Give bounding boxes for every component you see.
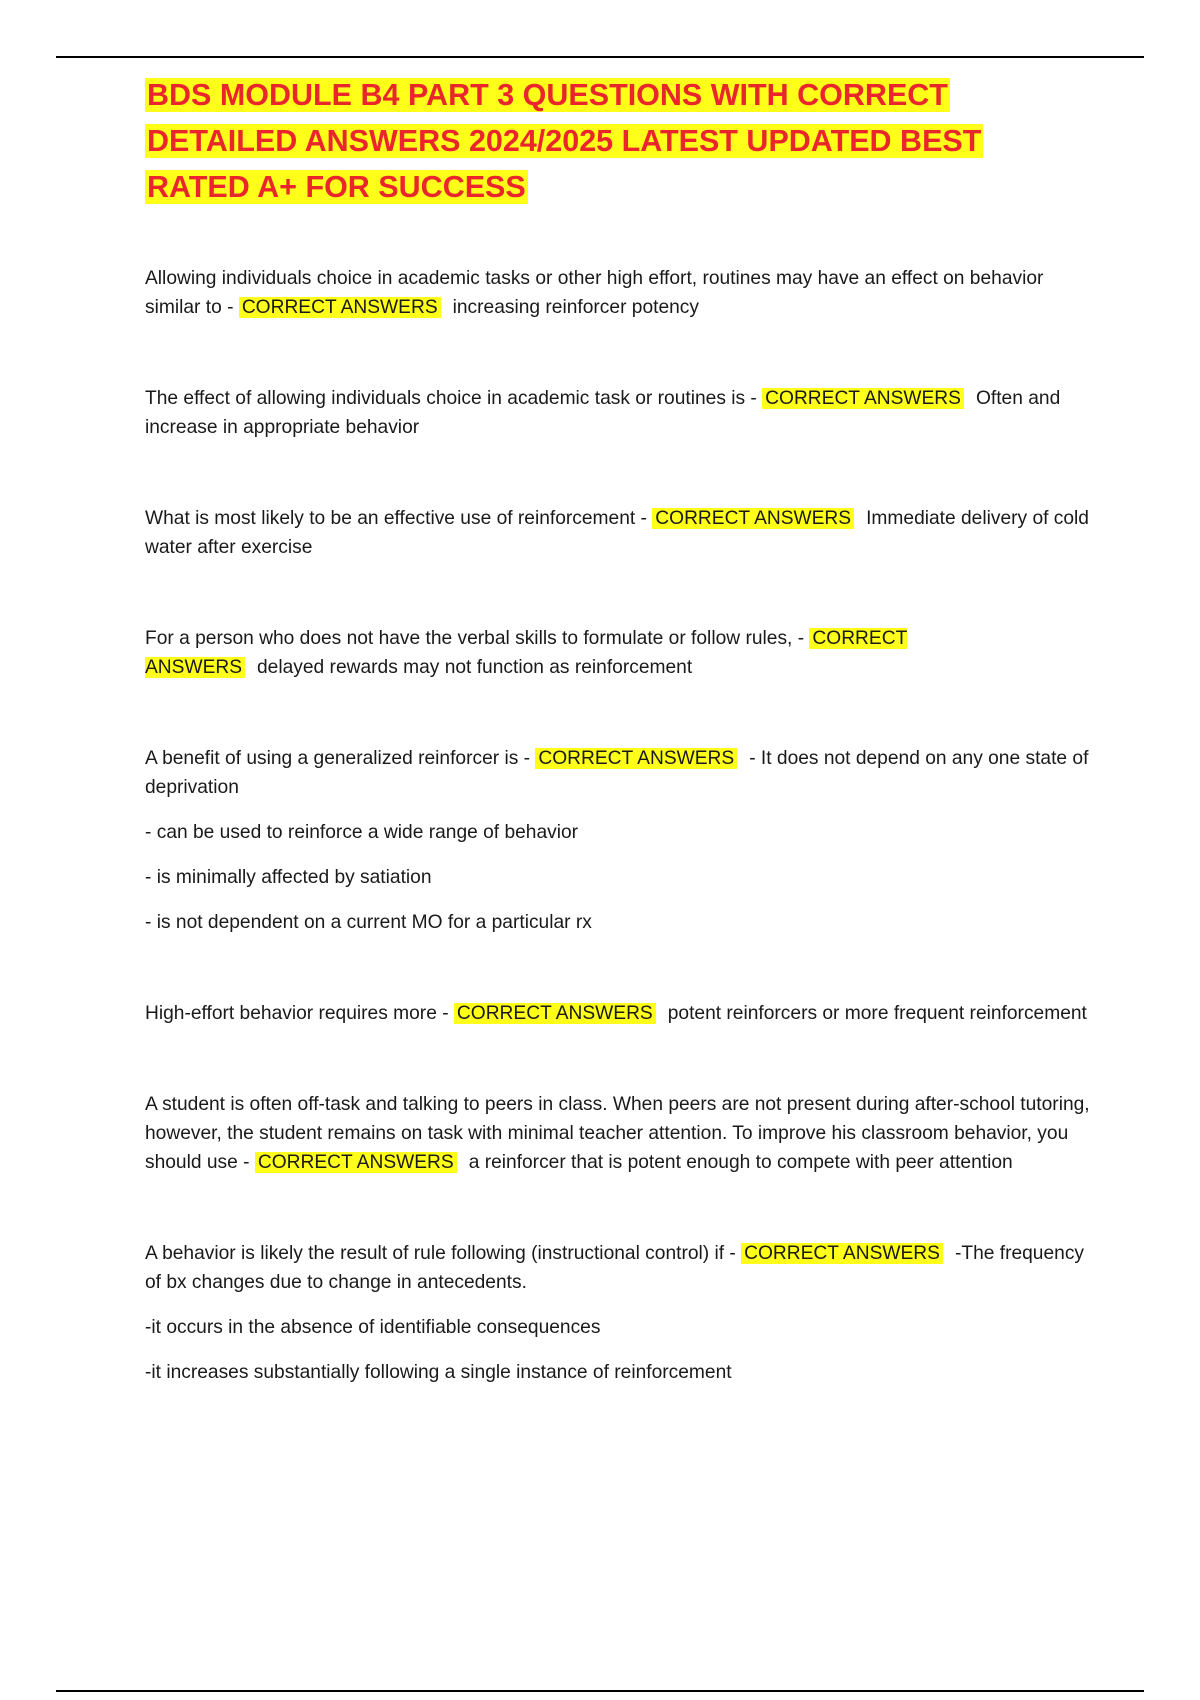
question-text: A student is often off-task and talking to peers in class. When peers are not present during after-school tutoring, however, the student remains on task with minimal teacher attention. To improve his classroom behavior, you should use -: [145, 1094, 1090, 1173]
qa-item-5: [145, 744, 1090, 937]
qa-text: [145, 999, 1090, 1028]
qa-text: [145, 624, 1090, 682]
document-body: [145, 72, 1090, 1449]
correct-answers-tag: CORRECT ANSWERS: [741, 1243, 943, 1264]
answer-line: - can be used to reinforce a wide range of behavior: [145, 822, 579, 843]
qa-text: [145, 1090, 1090, 1177]
top-rule: [56, 56, 1144, 58]
answer-text: Often and increase in appropriate behavior: [145, 388, 1061, 438]
answer-text: potent reinforcers or more frequent reinforcement: [667, 1003, 1087, 1024]
question-text: High-effort behavior requires more -: [145, 1003, 454, 1024]
answer-text: -The frequency of bx changes due to change in antecedents.: [145, 1243, 1085, 1293]
answer-line: -it increases substantially following a single instance of reinforcement: [145, 1362, 732, 1383]
answer-text: - It does not depend on any one state of deprivation: [145, 748, 1089, 798]
qa-item-8: [145, 1239, 1090, 1387]
correct-answers-tag: CORRECT ANSWERS: [535, 748, 737, 769]
answer-text: delayed rewards may not function as reinforcement: [257, 657, 693, 678]
correct-answers-tag: CORRECT ANSWERS: [762, 388, 964, 409]
question-text: Allowing individuals choice in academic tasks or other high effort, routines may have an effect on behavior similar to -: [145, 268, 1044, 318]
qa-item-3: [145, 504, 1090, 562]
answer-line: - is minimally affected by satiation: [145, 867, 432, 888]
question-text: A behavior is likely the result of rule following (instructional control) if -: [145, 1243, 742, 1264]
qa-text: [145, 1239, 1090, 1297]
correct-answers-tag: CORRECT ANSWERS: [652, 508, 854, 529]
qa-text: [145, 744, 1090, 802]
answer-line: - is not dependent on a current MO for a particular rx: [145, 912, 592, 933]
qa-item-4: [145, 624, 1090, 682]
answer-text: increasing reinforcer potency: [452, 297, 699, 318]
question-text: For a person who does not have the verbal skills to formulate or follow rules, -: [145, 628, 810, 649]
qa-item-7: [145, 1090, 1090, 1177]
qa-item-1: [145, 264, 1090, 322]
question-text: A benefit of using a generalized reinforcer is -: [145, 748, 536, 769]
qa-text: [145, 384, 1090, 442]
qa-text: [145, 264, 1090, 322]
correct-answers-tag: CORRECT ANSWERS: [255, 1152, 457, 1173]
title-text: BDS MODULE B4 PART 3 QUESTIONS WITH CORRECT DETAILED ANSWERS 2024/2025 LATEST UPDATED BEST RATED A+ FOR SUCCESS: [147, 78, 982, 204]
qa-item-2: [145, 384, 1090, 442]
qa-item-6: [145, 999, 1090, 1028]
correct-answers-tag: CORRECT ANSWERS: [454, 1003, 656, 1024]
answer-text: Immediate delivery of cold water after exercise: [145, 508, 1089, 558]
correct-answers-tag: CORRECT ANSWERS: [145, 628, 908, 678]
question-text: The effect of allowing individuals choice in academic task or routines is -: [145, 388, 763, 409]
document-title: [145, 72, 1090, 210]
correct-answers-tag: CORRECT ANSWERS: [239, 297, 441, 318]
qa-text: [145, 504, 1090, 562]
answer-text: a reinforcer that is potent enough to compete with peer attention: [468, 1152, 1013, 1173]
question-text: What is most likely to be an effective use of reinforcement -: [145, 508, 653, 529]
answer-line: -it occurs in the absence of identifiable consequences: [145, 1317, 601, 1338]
bottom-rule: [56, 1690, 1144, 1692]
